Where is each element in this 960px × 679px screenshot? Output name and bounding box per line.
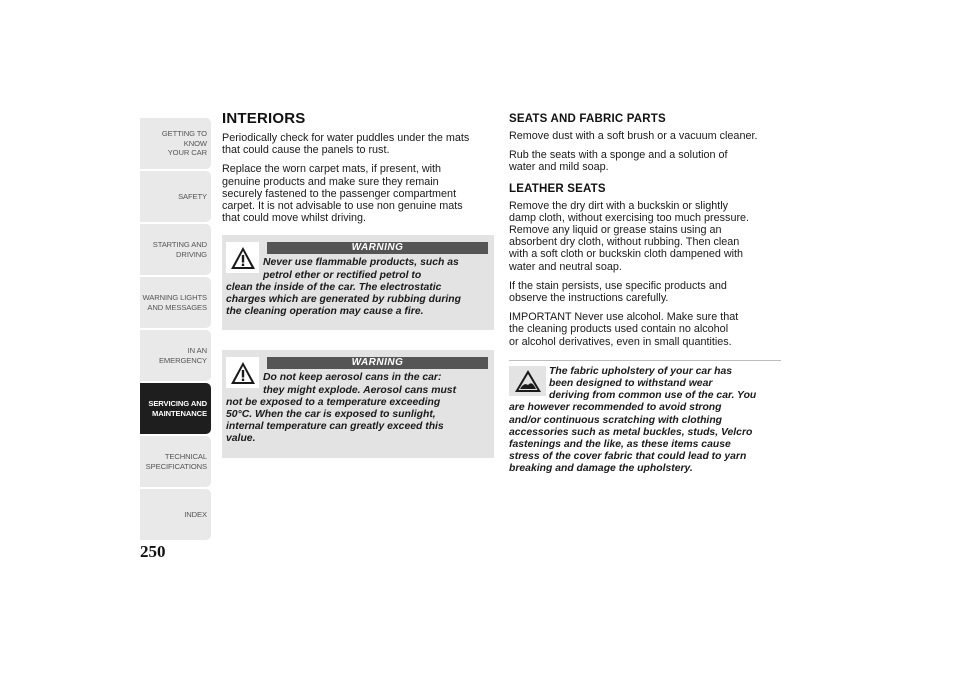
tab-in-an-emergency[interactable]: IN AN EMERGENCY xyxy=(140,330,211,381)
tab-technical-specifications[interactable]: TECHNICAL SPECIFICATIONS xyxy=(140,436,211,487)
right-column xyxy=(509,113,781,476)
environment-note xyxy=(509,360,781,476)
paragraph: Periodically check for water puddles under the mats that could cause the panels to rust. xyxy=(222,132,470,157)
paragraph: Replace the worn carpet mats, if present, with genuine products and make sure they remain securely fastened to the passenger compartment carpet. It is not advisable to use non genuine mats that could move whilst driving. xyxy=(222,163,463,225)
warning-text-lead: Do not keep aerosol cans in the car: they might explode. Aerosol cans must xyxy=(263,372,457,396)
section-heading-seats-and-fabric-parts: SEATS AND FABRIC PARTS xyxy=(509,113,666,125)
section-heading-interiors: INTERIORS xyxy=(222,110,306,127)
tab-index[interactable]: INDEX xyxy=(140,489,211,540)
warning-triangle-icon xyxy=(226,242,259,273)
warning-text-rest: clean the inside of the car. The electrostatic charges which are generated by rubbing during the cleaning operation may cause a fire. xyxy=(226,281,461,318)
note-text-rest: are however recommended to avoid strong and/or continuous scratching with clothing accessories such as metal buckles, studs, Velcro fastenings and the like, as these items cause stress of the cover fabric that could lead to yarn breaking and damage the upholstery. xyxy=(509,402,753,475)
tab-starting-and-driving[interactable]: STARTING AND DRIVING xyxy=(140,224,211,275)
warning-text xyxy=(226,257,488,318)
paragraph: Remove the dry dirt with a buckskin or slightly damp cloth, without exercising too much pressure. Remove any liquid or grease stains using an absorbent dry cloth, without rubbing. Then clean with a soft cloth or buckskin cloth dampened with water and neutral soap. xyxy=(509,199,750,273)
warning-triangle-icon xyxy=(226,357,259,388)
tab-warning-lights-and-messages[interactable]: WARNING LIGHTS AND MESSAGES xyxy=(140,277,211,328)
paragraph: IMPORTANT Never use alcohol. Make sure that the cleaning products used contain no alcohol or alcohol derivatives, even in small quantities. xyxy=(509,311,739,348)
paragraph: Remove dust with a soft brush or a vacuum cleaner. xyxy=(509,130,758,142)
warning-title: WARNING xyxy=(267,242,488,254)
tab-safety[interactable]: SAFETY xyxy=(140,171,211,222)
warning-text-lead: Never use flammable products, such as petrol ether or rectified petrol to xyxy=(263,257,459,281)
left-column xyxy=(222,110,494,458)
paragraph: If the stain persists, use specific products and observe the instructions carefully. xyxy=(509,279,727,305)
tab-servicing-and-maintenance[interactable]: SERVICING AND MAINTENANCE xyxy=(140,383,211,434)
warning-box xyxy=(222,350,494,457)
warning-title: WARNING xyxy=(267,357,488,369)
environment-icon xyxy=(509,366,546,396)
warning-text-rest: not be exposed to a temperature exceeding 50°C. When the car is exposed to sunlight, internal temperature can greatly exceed this value. xyxy=(226,396,444,445)
paragraph: Rub the seats with a sponge and a solution of water and mild soap. xyxy=(509,149,728,174)
section-heading-leather-seats: LEATHER SEATS xyxy=(509,182,606,195)
note-text-lead: The fabric upholstery of your car has been designed to withstand wear deriving from common use of the car. You xyxy=(549,365,757,402)
page-number: 250 xyxy=(140,542,166,561)
warning-box xyxy=(222,235,494,330)
tab-getting-to-know-your-car[interactable]: GETTING TO KNOW YOUR CAR xyxy=(140,118,211,169)
note-text xyxy=(509,366,781,476)
warning-text xyxy=(226,372,488,445)
